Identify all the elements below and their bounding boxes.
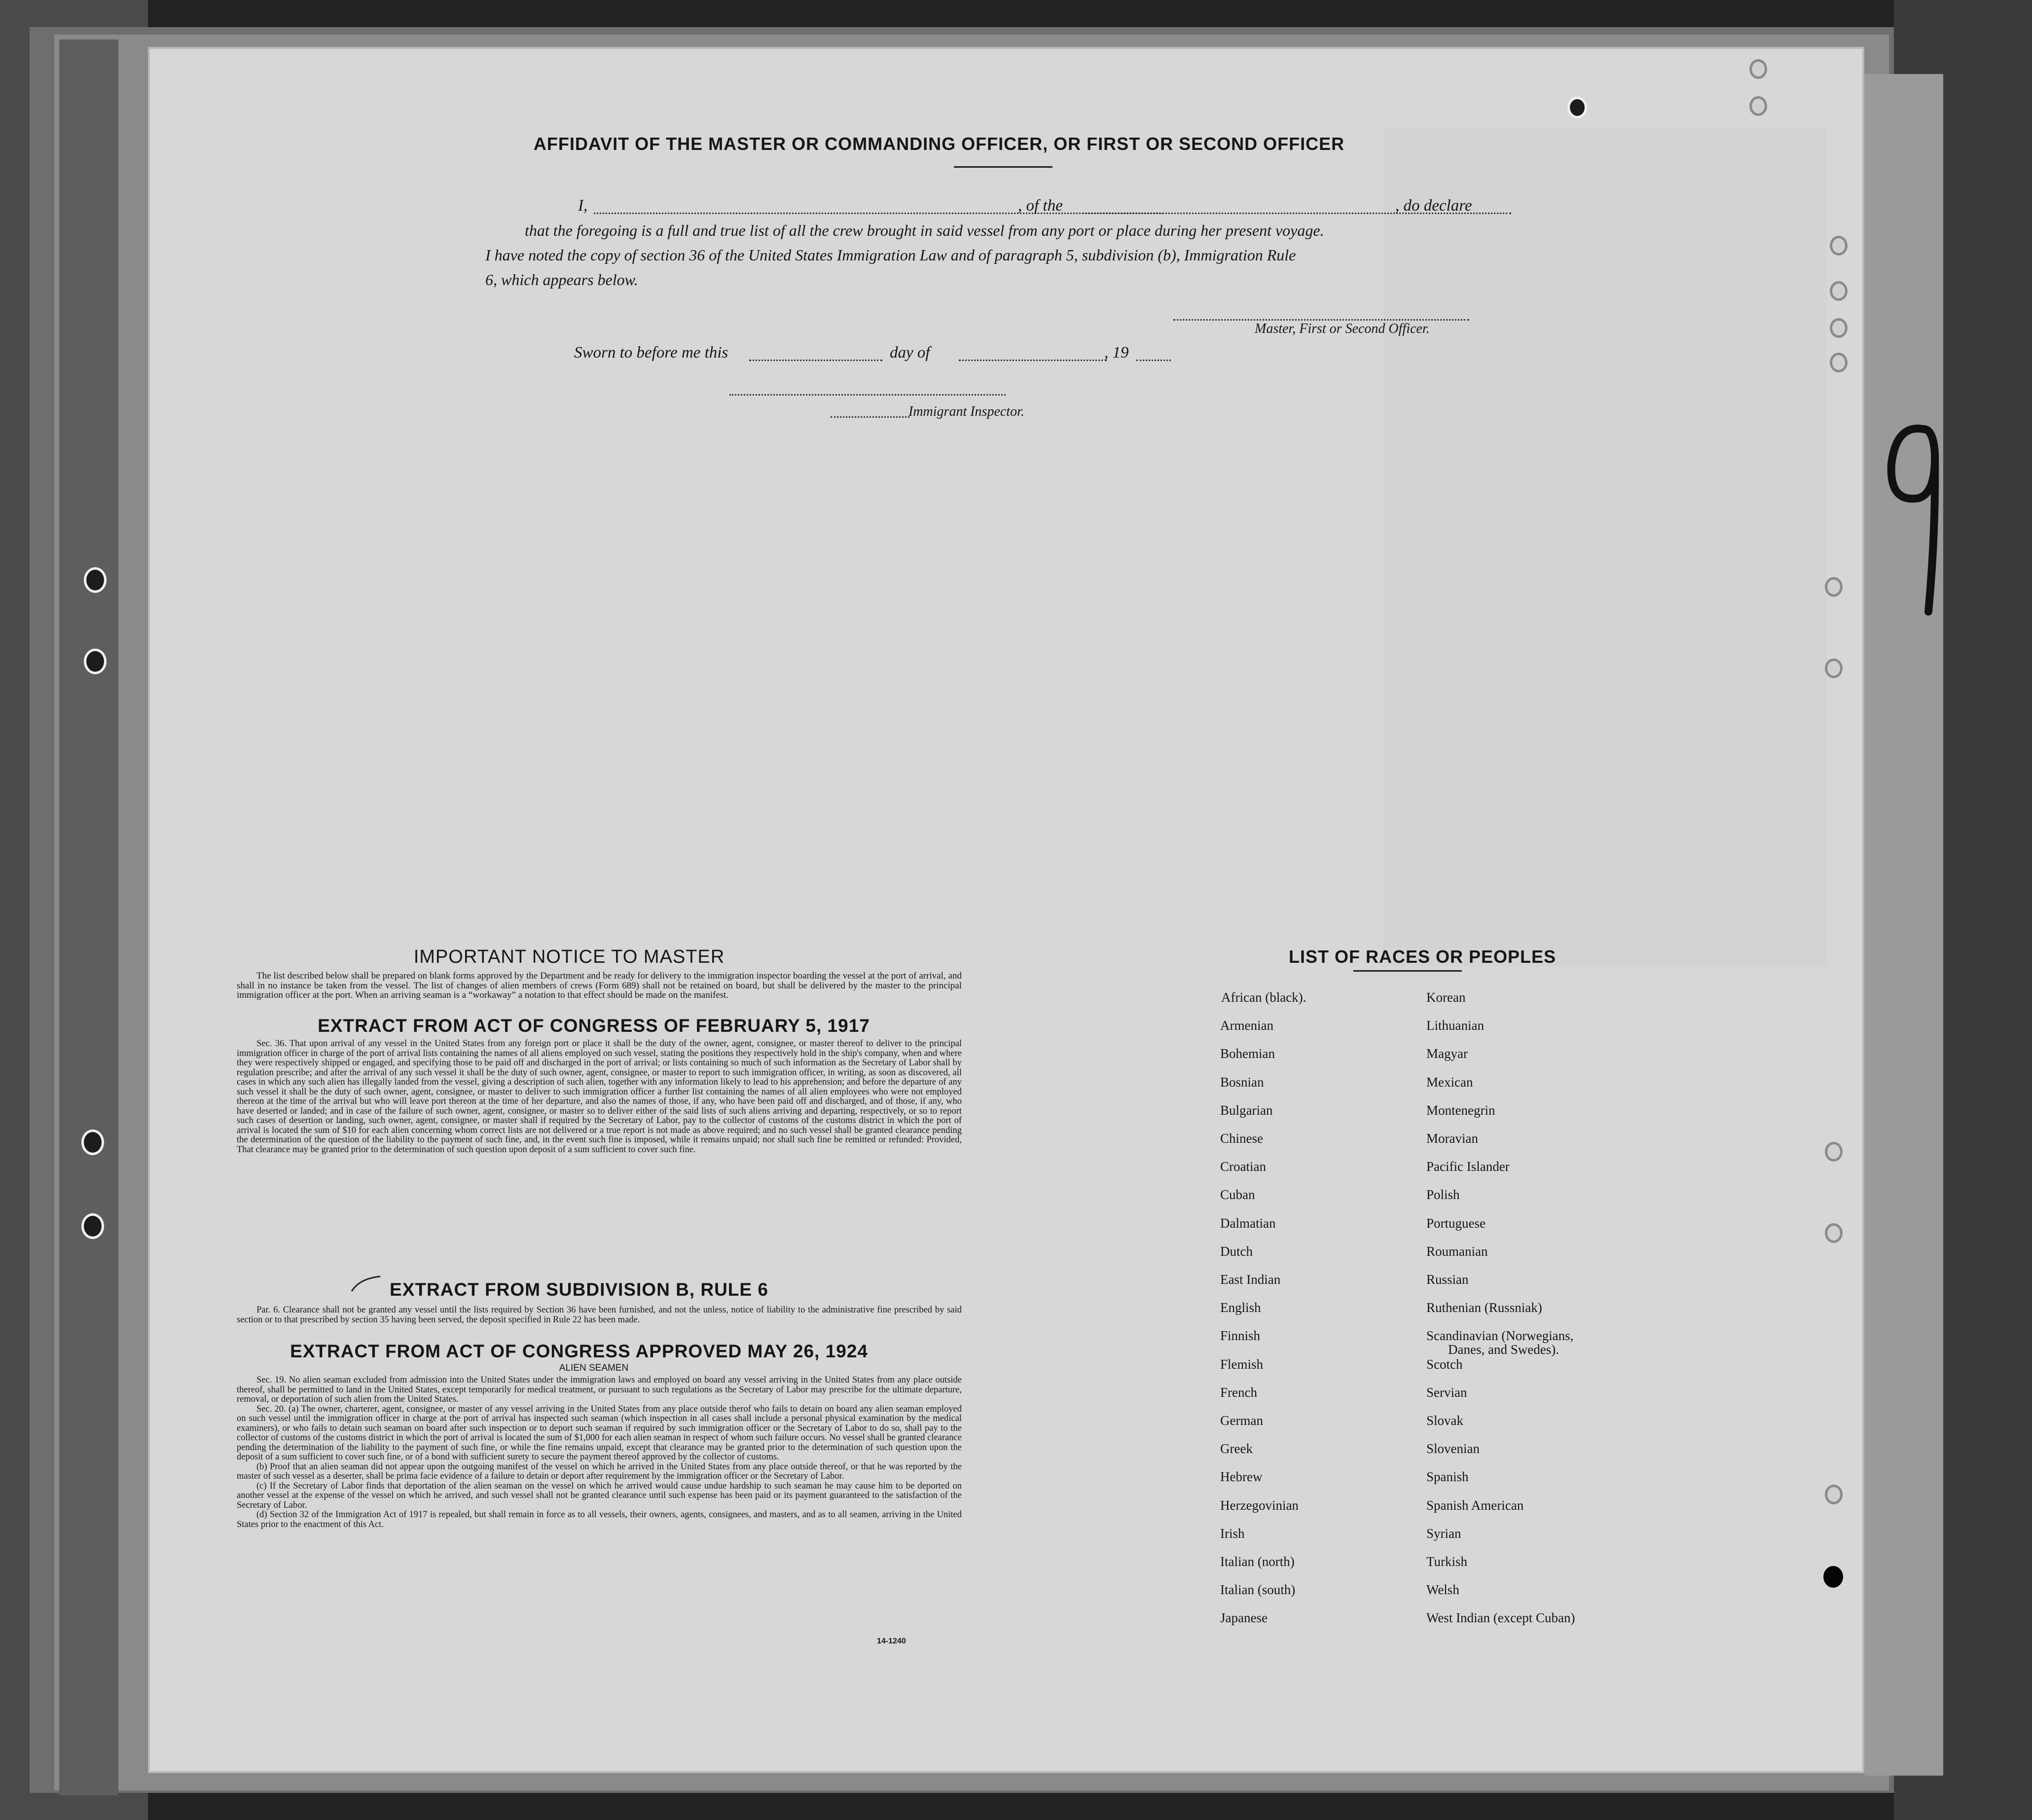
notice-heading: IMPORTANT NOTICE TO MASTER [413, 946, 725, 967]
extract-1924-heading: EXTRACT FROM ACT OF CONGRESS APPROVED MAY 26, 1924 [290, 1341, 868, 1361]
race-item: West Indian (except Cuban) [1426, 1610, 1575, 1626]
notice-text [237, 971, 962, 1000]
race-item: Ruthenian (Russniak) [1426, 1300, 1542, 1315]
race-item: Slovenian [1426, 1441, 1480, 1456]
race-item: Syrian [1426, 1526, 1461, 1541]
race-item: Danes, and Swedes). [1448, 1342, 1559, 1357]
affidavit-line4: 6, which appears below. [485, 271, 638, 289]
race-item: Roumanian [1426, 1243, 1488, 1259]
extract-1917-heading: EXTRACT FROM ACT OF CONGRESS OF FEBRUARY 5, 1917 [318, 1016, 870, 1036]
race-item: English [1220, 1300, 1261, 1315]
binder-hole [1830, 318, 1848, 338]
race-item: Herzegovinian [1220, 1497, 1299, 1513]
race-item: Dutch [1220, 1243, 1253, 1259]
punch-hole [84, 649, 107, 674]
extract-1924-sec20a: Sec. 20. (a) The owner, charterer, agent, consignee, or master of any vessel arriving in the United States from any place outside therof who fails to detain on board any alien seaman employed on such vessel until the immigration officer in charge at the port of arrival has inspected such seaman (which inspection in all cases shall include a personal physical examination by the medical examiners), or who fails to detain such seaman on board after such inspection or to deport such seaman if required by such immigration officer or the Secretary of Labor to do so, shall pay to the collector of customs of the customs district in which the port of arrival is located the sum of $1,000 for each alien seaman in respect of whom such failure occurs. No vessel shall be granted clearance pending the determination of the liability to the payment of such fine, or while the fine remains unpaid, except that clearance may be granted prior to the determination of such question upon the deposit of a sum sufficient to cover such fine, or of a bond with sufficient surety to secure the payment thereof approved by the collector of customs. [237, 1404, 962, 1462]
extract-rule6-text [237, 1306, 962, 1325]
extract-1917-text [237, 1039, 962, 1155]
affidavit-line1-declare: , do declare [1395, 197, 1472, 215]
race-item: Finnish [1220, 1328, 1261, 1344]
race-item: Servian [1426, 1384, 1467, 1400]
inspector-signature-blank [729, 394, 1006, 396]
race-item: Turkish [1426, 1554, 1468, 1569]
extract-1917-paragraph: Sec. 36. That upon arrival of any vessel in the United States from any foreign port or place it shall be the duty of the owner, agent, consignee, or master thereof to deliver to the principal immigration officer in charge of the port of arrival lists containing the names of all aliens employed on such vessel, stating the positions they respectively hold in the ship's company, when and where they were respectively shipped or engaged, and specifying those to be paid off and discharged in the port of arrival; or lists containing so much of such information as the Secretary of Labor shall by regulation prescribe; and after the arrival of any such vessel it shall be the duty of such owner, agent, consignee, or master to report to such immigration officer, in writing, as soon as discovered, all cases in which any such alien has illegally landed from the vessel, giving a description of such alien, together with any information likely to lead to his apprehension; and before the departure of any such vessel it shall be the duty of such owner, agent, consignee, or master to deliver to such immigration officer a further list containing the names of all alien employees who were not employed thereon at the time of the arrival but who will leave port thereon at the time of her departure, and also the names of those, if any, who have been paid off and discharged, and of those, if any, who have deserted or landed; and in case of the failure of such owner, agent, consignee, or master so to deliver either of the said lists of such aliens arriving and departing, respectively, or so to report such cases of desertion or landing, such owner, agent, consignee, or master shall if required by the Secretary of Labor, pay to the collector of customs of the customs district in which the port of arrival is located the sum of $10 for each alien concerning whom correct lists are not delivered or a true report is not made as above required; and no such vessel shall be granted clearance pending the determination of the question of the liability to the payment of such fine, and, in the event such fine is imposed, while it remains unpaid; nor shall such fine be remitted or refunded: Provided, That clearance may be granted prior to the determination of such question upon deposit of a sum sufficient to cover such fine. [237, 1039, 962, 1155]
race-item: Korean [1426, 990, 1466, 1005]
binder-hole [1825, 1223, 1843, 1243]
race-item: Spanish American [1426, 1497, 1524, 1513]
master-signature-label: Master, First or Second Officer. [1255, 321, 1430, 336]
race-item: Greek [1220, 1441, 1253, 1456]
race-item: Pacific Islander [1426, 1159, 1510, 1174]
race-item: German [1220, 1413, 1263, 1428]
affidavit-heading-rule [954, 166, 1052, 168]
race-item: Bosnian [1220, 1074, 1264, 1090]
race-item: African (black). [1221, 990, 1306, 1005]
races-heading-rule [1353, 970, 1462, 972]
race-item: Japanese [1220, 1610, 1268, 1626]
race-item: French [1220, 1384, 1257, 1400]
left-binding-strip [59, 39, 118, 1795]
sworn-year-blank [1136, 360, 1171, 361]
notice-paragraph: The list described below shall be prepared on blank forms approved by the Department and be ready for delivery to the immigration inspector boarding the vessel at the port of arrival, and shall in no instance be taken from the vessel. The list of changes of alien members of crews (Form 689) shall not be retained on board, but shall be delivered by the master to the principal immigration officer at the port. When an arriving seaman is a “workaway” a notation to that effect should be made on the manifest. [237, 971, 962, 1000]
affidavit-line1-of: , of the [1018, 197, 1063, 215]
affidavit-line1-i: I, [578, 197, 588, 215]
sworn-day-blank [749, 360, 882, 361]
race-item: East Indian [1220, 1272, 1281, 1287]
race-item: Italian (south) [1220, 1582, 1296, 1598]
race-item: Polish [1426, 1187, 1460, 1202]
race-item: Cuban [1220, 1187, 1255, 1202]
sworn-prefix: Sworn to before me this [574, 344, 728, 362]
race-item: Italian (north) [1220, 1554, 1295, 1569]
race-item: Slovak [1426, 1413, 1464, 1428]
binder-hole [1749, 96, 1767, 116]
race-item: Mexican [1426, 1074, 1473, 1090]
race-item: Armenian [1220, 1018, 1273, 1033]
race-item: Irish [1220, 1526, 1245, 1541]
race-item: Spanish [1426, 1469, 1469, 1485]
right-underlying-page [1864, 74, 1943, 1776]
race-item: Chinese [1220, 1131, 1263, 1146]
affidavit-line2: that the foregoing is a full and true list of all the crew brought in said vessel from any port or place during her present voyage. [525, 221, 1324, 239]
race-item: Montenegrin [1426, 1102, 1495, 1118]
race-item: Russian [1426, 1272, 1469, 1287]
binder-hole [1830, 236, 1848, 255]
binder-hole [1825, 1142, 1843, 1162]
binder-hole [1825, 1485, 1843, 1504]
race-item: Magyar [1426, 1046, 1468, 1061]
binder-hole-filled [1823, 1566, 1843, 1588]
affidavit-name-blank [594, 213, 1163, 214]
extract-1924-sec20b: (b) Proof that an alien seaman did not appear upon the outgoing manifest of the vessel on which he arrived in the United States from any place outside thereof, or that he was reported by the master of such vessel as a deserter, shall be prima facie evidence of a failure to detain or deport after requirement by the immigration officer or the Secretary of Labor. [237, 1461, 962, 1481]
master-signature-blank [1173, 319, 1469, 321]
form-page [148, 47, 1864, 1773]
race-item: Scandinavian (Norwegians, [1426, 1328, 1574, 1344]
sworn-year-label: , 19 [1104, 344, 1129, 362]
binder-hole [1830, 281, 1848, 301]
binder-hole [1749, 59, 1767, 79]
inspector-signature-blank-2 [831, 416, 909, 418]
handwritten-page-mark [1877, 409, 1951, 621]
inspector-label: Immigrant Inspector. [908, 404, 1024, 419]
race-item: Hebrew [1220, 1469, 1263, 1485]
affidavit-heading: AFFIDAVIT OF THE MASTER OR COMMANDING OFFICER, OR FIRST OR SECOND OFFICER [533, 134, 1345, 154]
race-item: Croatian [1220, 1159, 1266, 1174]
form-number: 14-1240 [877, 1637, 906, 1645]
extract-rule6-heading: EXTRACT FROM SUBDIVISION B, RULE 6 [390, 1279, 768, 1300]
punch-hole [84, 567, 107, 593]
extract-rule6-paragraph: Par. 6. Clearance shall not be granted any vessel until the lists required by Section 36 have been furnished, and not the unless, notice of liability to the administrative fine prescribed by said section or to that prescribed by section 35 having been served, the deposit specified in Rule 22 has been made. [237, 1305, 962, 1325]
races-heading: LIST OF RACES OR PEOPLES [1288, 946, 1557, 967]
race-item: Lithuanian [1426, 1018, 1484, 1033]
affidavit-line3: I have noted the copy of section 36 of the United States Immigration Law and of paragraph 5, subdivision (b), Immigration Rule [485, 246, 1296, 264]
punch-hole [81, 1213, 104, 1239]
binder-hole [1830, 353, 1848, 372]
extract-1924-sec19: Sec. 19. No alien seaman excluded from admission into the United States under the immigration laws and employed on board any vessel arriving in the United States from any place outside thereof, shall be permitted to land in the United States, except temporarily for medical treatment, or pursuant to such regulations as the Secretary of Labor may prescribe for the ultimate departure, removal, or deportation of such alien from the United States. [237, 1375, 962, 1404]
extract-1924-text [237, 1376, 962, 1529]
extract-1924-subheading: ALIEN SEAMEN [559, 1363, 629, 1373]
race-item: Welsh [1426, 1582, 1459, 1598]
race-item: Scotch [1426, 1356, 1463, 1372]
binder-hole [1825, 577, 1843, 597]
race-item: Dalmatian [1220, 1215, 1276, 1231]
extract-1924-sec20c: (c) If the Secretary of Labor finds that deportation of the alien seaman on the vessel on which he arrived would cause undue hardship to such seaman he may cause him to be deported on another vessel at the expense of the vessel on which he arrived, and such vessel shall not be granted clearance until such expense has been paid or its payment guaranteed to the satisfaction of the Secretary of Labor. [237, 1481, 962, 1510]
race-item: Portuguese [1426, 1215, 1486, 1231]
race-item: Bulgarian [1220, 1102, 1273, 1118]
race-item: Moravian [1426, 1131, 1478, 1146]
sworn-day-label: day of [890, 344, 930, 362]
sworn-month-blank [959, 360, 1107, 361]
race-item: Bohemian [1220, 1046, 1275, 1061]
race-item: Flemish [1220, 1356, 1264, 1372]
extract-1924-sec20d: (d) Section 32 of the Immigration Act of 1917 is repealed, but shall remain in force as to all vessels, their owners, agents, consignees, and masters, and as to all seamen, arriving in the United States prior to the enactment of this Act. [237, 1510, 962, 1529]
binder-hole [1567, 97, 1587, 118]
binder-hole [1825, 658, 1843, 678]
punch-hole [81, 1129, 104, 1155]
